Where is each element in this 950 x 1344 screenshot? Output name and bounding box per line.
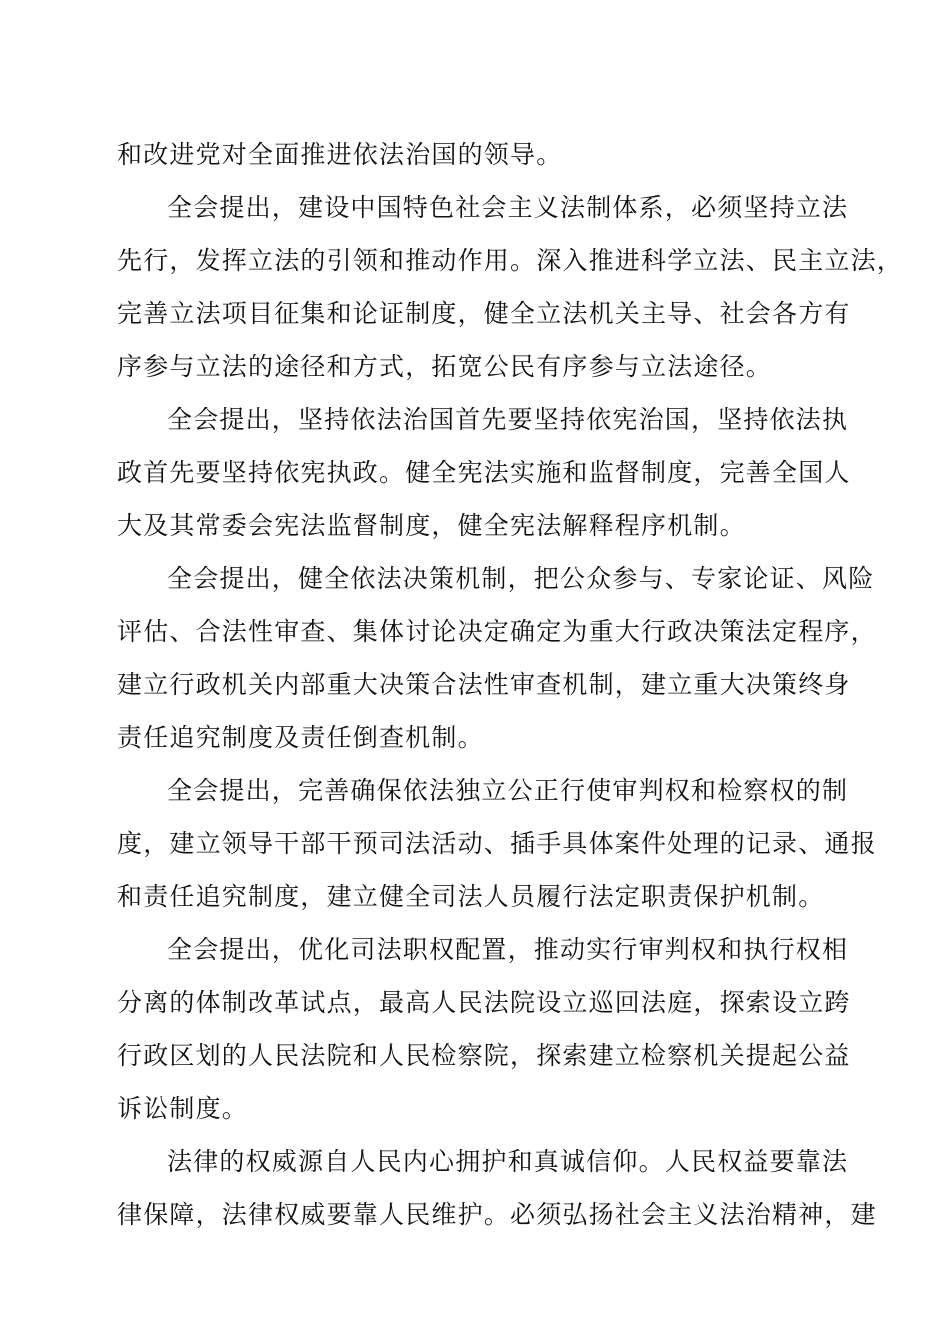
text-line: 度，建立领导干部干预司法活动、插手具体案件处理的记录、通报 [117,829,877,858]
text-line: 和责任追究制度，建立健全司法人员履行法定职责保护机制。 [117,882,825,911]
text-line: 大及其常委会宪法监督制度，健全宪法解释程序机制。 [117,511,746,540]
text-line: 全会提出，健全依法决策机制，把公众参与、专家论证、风险 [167,564,875,593]
paragraph-7 [117,1135,877,1241]
text-line: 评估、合法性审查、集体讨论决定确定为重大行政决策法定程序， [117,617,877,646]
text-line: 律保障，法律权威要靠人民维护。必须弘扬社会主义法治精神，建 [117,1200,877,1229]
document-body [117,128,904,1241]
paragraph-1 [117,128,833,181]
paragraph-2 [117,181,904,393]
text-line: 政首先要坚持依宪执政。健全宪法实施和监督制度，完善全国人 [117,458,851,487]
text-line: 和改进党对全面推进依法治国的领导。 [117,140,563,169]
text-line: 行政区划的人民法院和人民检察院，探索建立检察机关提起公益 [117,1041,851,1070]
text-line: 全会提出，建设中国特色社会主义法制体系，必须坚持立法 [167,193,849,222]
paragraph-3 [117,393,851,552]
text-line: 序参与立法的途径和方式，拓宽公民有序参与立法途径。 [117,352,773,381]
text-line: 完善立法项目征集和论证制度，健全立法机关主导、社会各方有 [117,299,851,328]
text-line: 先行，发挥立法的引领和推动作用。深入推进科学立法、民主立法， [117,246,904,275]
text-line: 全会提出，优化司法职权配置，推动实行审判权和执行权相 [167,935,849,964]
paragraph-6 [117,923,851,1135]
paragraph-4 [117,552,877,764]
text-line: 分离的体制改革试点，最高人民法院设立巡回法庭，探索设立跨 [117,988,851,1017]
text-line: 责任追究制度及责任倒查机制。 [117,723,484,752]
text-line: 全会提出，完善确保依法独立公正行使审判权和检察权的制 [167,776,849,805]
text-line: 法律的权威源自人民内心拥护和真诚信仰。人民权益要靠法 [167,1147,849,1176]
paragraph-5 [117,764,877,923]
text-line: 诉讼制度。 [117,1094,249,1123]
text-line: 建立行政机关内部重大决策合法性审查机制，建立重大决策终身 [117,670,851,699]
text-line: 全会提出，坚持依法治国首先要坚持依宪治国，坚持依法执 [167,405,849,434]
